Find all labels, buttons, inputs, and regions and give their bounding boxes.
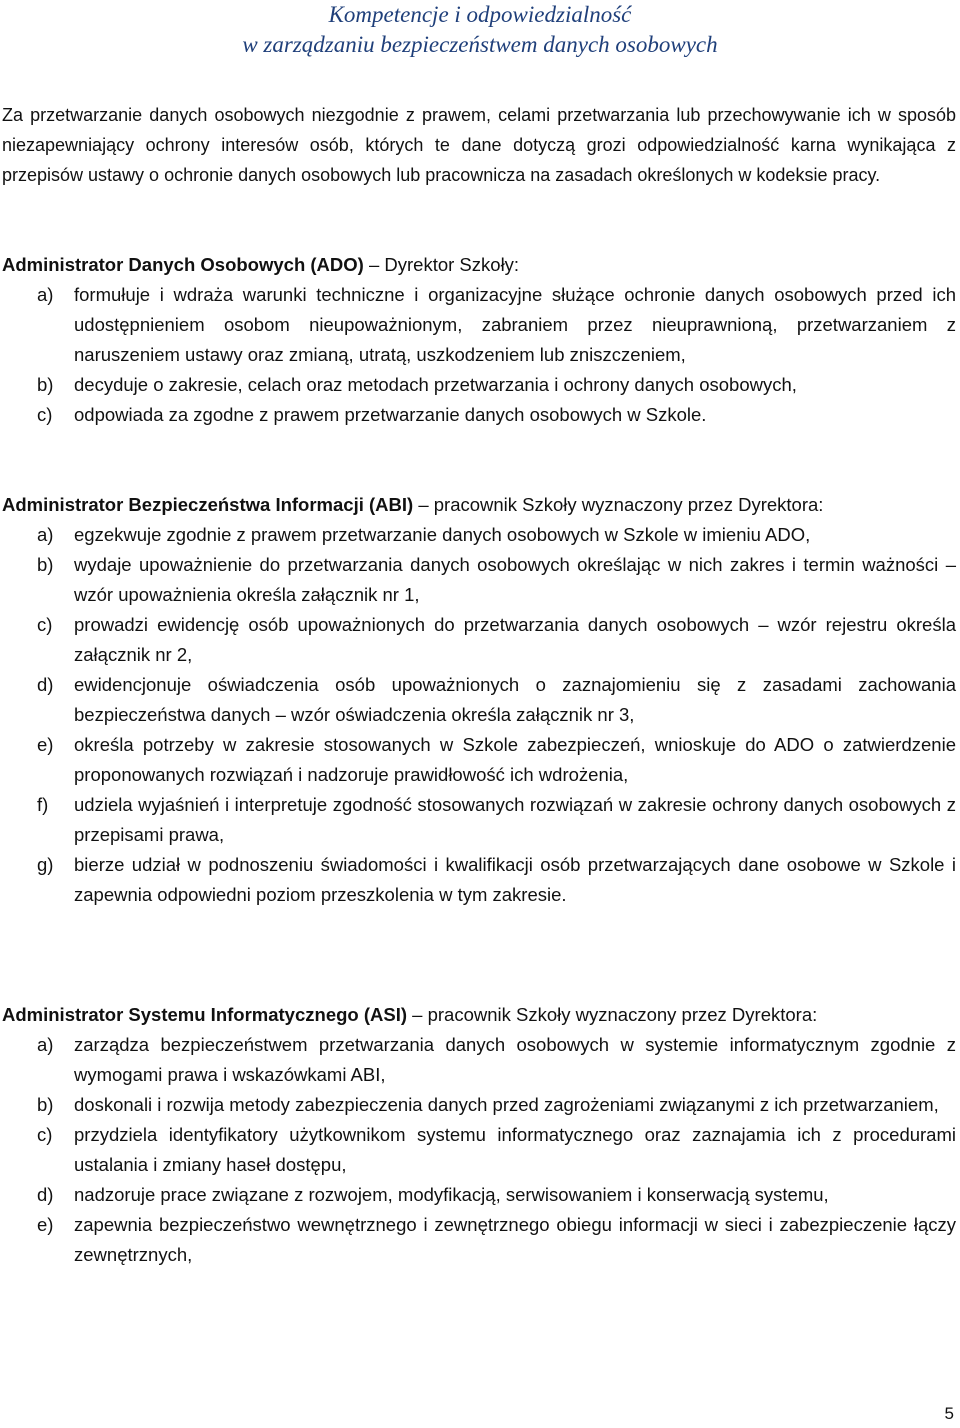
item-letter: c) <box>37 404 53 425</box>
item-letter: b) <box>37 1094 54 1115</box>
item-text: udziela wyjaśnień i interpretuje zgodność stosowanych rozwiązań w zakresie ochrony danych osobowych z przepisami prawa, <box>74 794 956 845</box>
item-text: nadzoruje prace związane z rozwojem, modyfikacją, serwisowaniem i konserwacją systemu, <box>74 1184 829 1205</box>
list-item <box>2 280 956 370</box>
list-item <box>2 520 956 550</box>
section-heading <box>2 490 956 520</box>
item-letter: d) <box>37 1184 54 1205</box>
item-letter: b) <box>37 374 54 395</box>
list-item <box>2 1030 956 1090</box>
list-item <box>2 370 956 400</box>
item-list <box>2 520 956 910</box>
section-heading <box>2 1000 956 1030</box>
heading-bold: Administrator Danych Osobowych (ADO) <box>2 254 364 275</box>
section-asi <box>2 1000 956 1270</box>
heading-bold: Administrator Systemu Informatycznego (ASI) <box>2 1004 408 1025</box>
section-abi <box>2 490 956 910</box>
intro-paragraph: Za przetwarzanie danych osobowych niezgodnie z prawem, celami przetwarzania lub przechowywanie ich w sposób niezapewniający ochrony interesów osób, których te dane dotyczą grozi odpowiedzialność karna wynikająca z przepisów ustawy o ochronie danych osobowych lub pracownicza na zasadach określonych w kodeksie pracy. <box>2 105 956 185</box>
list-item <box>2 1120 956 1180</box>
item-text: decyduje o zakresie, celach oraz metodach przetwarzania i ochrony danych osobowych, <box>74 374 797 395</box>
item-text: egzekwuje zgodnie z prawem przetwarzanie danych osobowych w Szkole w imieniu ADO, <box>74 524 811 545</box>
item-letter: f) <box>37 794 49 815</box>
section-ado <box>2 250 956 430</box>
item-letter: b) <box>37 554 54 575</box>
item-list <box>2 1030 956 1270</box>
page-title <box>0 0 960 60</box>
item-letter: c) <box>37 614 53 635</box>
item-letter: a) <box>37 284 54 305</box>
list-item <box>2 1210 956 1270</box>
list-item <box>2 1090 956 1120</box>
item-letter: e) <box>37 1214 54 1235</box>
list-item <box>2 790 956 850</box>
item-text: bierze udział w podnoszeniu świadomości i kwalifikacji osób przetwarzających dane osobowe w Szkole i zapewnia odpowiedni poziom przeszkolenia w tym zakresie. <box>74 854 956 905</box>
heading-bold: Administrator Bezpieczeństwa Informacji (ABI) <box>2 494 414 515</box>
heading-rest: – Dyrektor Szkoły: <box>363 254 520 275</box>
list-item <box>2 670 956 730</box>
item-list <box>2 280 956 430</box>
page-number: 5 <box>944 1404 954 1423</box>
list-item <box>2 730 956 790</box>
item-text: formułuje i wdraża warunki techniczne i organizacyjne służące ochronie danych osobowych przed ich udostępnieniem osobom nieupoważnionym, zabraniem przez nieuprawnioną, przetwarzaniem z naruszeniem ustawy oraz zmianą, utratą, uszkodzeniem lub zniszczeniem, <box>74 284 956 365</box>
section-heading <box>2 250 956 280</box>
item-letter: a) <box>37 524 54 545</box>
item-letter: e) <box>37 734 54 755</box>
list-item <box>2 610 956 670</box>
item-text: przydziela identyfikatory użytkownikom systemu informatycznego oraz zaznajamia ich z procedurami ustalania i zmiany haseł dostępu, <box>74 1124 956 1175</box>
item-text: wydaje upoważnienie do przetwarzania danych osobowych określając w nich zakres i termin ważności – wzór upoważnienia określa załącznik nr 1, <box>74 554 956 605</box>
list-item <box>2 550 956 610</box>
item-text: doskonali i rozwija metody zabezpieczenia danych przed zagrożeniami związanymi z ich przetwarzaniem, <box>74 1094 939 1115</box>
item-letter: d) <box>37 674 54 695</box>
item-text: ewidencjonuje oświadczenia osób upoważnionych o zaznajomieniu się z zasadami zachowania bezpieczeństwa danych – wzór oświadczenia określa załącznik nr 3, <box>74 674 956 725</box>
item-text: określa potrzeby w zakresie stosowanych w Szkole zabezpieczeń, wnioskuje do ADO o zatwierdzenie proponowanych rozwiązań i nadzoruje prawidłowość ich wdrożenia, <box>74 734 956 785</box>
title-line-1: Kompetencje i odpowiedzialność <box>328 2 632 27</box>
item-text: odpowiada za zgodne z prawem przetwarzanie danych osobowych w Szkole. <box>74 404 707 425</box>
item-letter: g) <box>37 854 54 875</box>
heading-rest: – pracownik Szkoły wyznaczony przez Dyrektora: <box>407 1004 818 1025</box>
list-item <box>2 1180 956 1210</box>
item-text: prowadzi ewidencję osób upoważnionych do przetwarzania danych osobowych – wzór rejestru określa załącznik nr 2, <box>74 614 956 665</box>
item-text: zarządza bezpieczeństwem przetwarzania danych osobowych w systemie informatycznym zgodnie z wymogami prawa i wskazówkami ABI, <box>74 1034 956 1085</box>
heading-rest: – pracownik Szkoły wyznaczony przez Dyrektora: <box>413 494 824 515</box>
item-letter: c) <box>37 1124 53 1145</box>
item-text: zapewnia bezpieczeństwo wewnętrznego i zewnętrznego obiegu informacji w sieci i zabezpieczenie łączy zewnętrznych, <box>74 1214 956 1265</box>
title-line-2: w zarządzaniu bezpieczeństwem danych osobowych <box>242 32 718 57</box>
list-item <box>2 850 956 910</box>
item-letter: a) <box>37 1034 54 1055</box>
list-item <box>2 400 956 430</box>
